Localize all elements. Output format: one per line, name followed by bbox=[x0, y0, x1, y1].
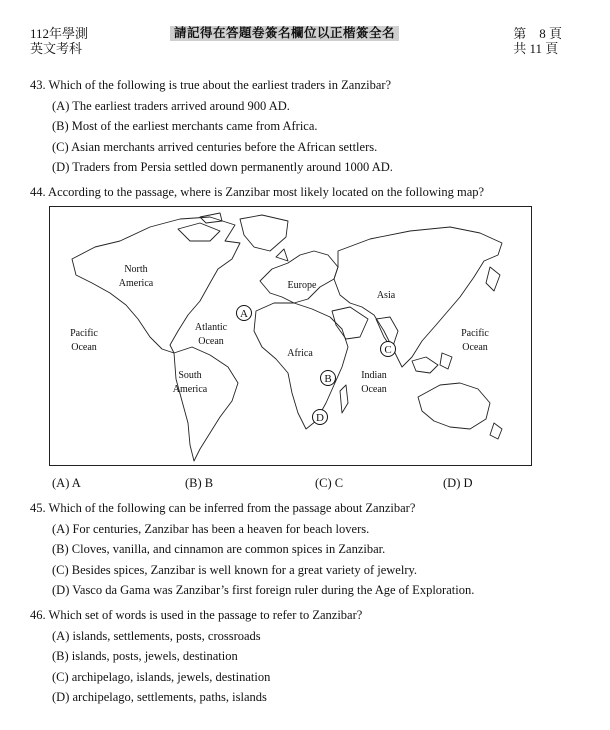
q46-option-d: (D) archipelago, settlements, paths, islands bbox=[52, 690, 267, 704]
q43-option-b: (B) Most of the earliest merchants came from Africa. bbox=[52, 119, 318, 133]
label-pacific-ocean-right: Pacific Ocean bbox=[461, 328, 489, 353]
question-46-stem: 46. Which set of words is used in the passage to refer to Zanzibar? bbox=[30, 608, 363, 622]
label-africa: Africa bbox=[287, 348, 313, 359]
q45-option-b: (B) Cloves, vanilla, and cinnamon are common spices in Zanzibar. bbox=[52, 542, 386, 556]
world-map bbox=[49, 206, 532, 466]
exam-subject: 英文考科 bbox=[30, 41, 83, 56]
q44-option-a: (A) A bbox=[52, 476, 81, 490]
q45-option-a: (A) For centuries, Zanzibar has been a heaven for beach lovers. bbox=[52, 522, 370, 536]
label-pacific-ocean-left: Pacific Ocean bbox=[70, 328, 98, 353]
page-number bbox=[513, 26, 562, 56]
label-atlantic-ocean: Atlantic Ocean bbox=[194, 322, 228, 347]
label-indian-ocean: Indian Ocean bbox=[361, 370, 387, 395]
total-pages: 共 11 頁 bbox=[513, 41, 559, 56]
q44-option-d: (D) D bbox=[443, 476, 473, 490]
q45-option-d: (D) Vasco da Gama was Zanzibar’s first foreign ruler during the Age of Exploration. bbox=[52, 583, 475, 597]
current-page: 第 8 頁 bbox=[513, 26, 562, 41]
map-marker-d: D bbox=[312, 409, 328, 425]
q46-option-a: (A) islands, settlements, posts, crossroads bbox=[52, 629, 261, 643]
q46-option-b: (B) islands, posts, jewels, destination bbox=[52, 649, 238, 663]
q44-option-c: (C) C bbox=[315, 476, 344, 490]
question-44-stem: 44. According to the passage, where is Zanzibar most likely located on the following map? bbox=[30, 185, 485, 199]
exam-title bbox=[30, 26, 88, 56]
signature-reminder: 請記得在答題卷簽名欄位以正楷簽全名 bbox=[170, 26, 399, 41]
q43-option-a: (A) The earliest traders arrived around 900 AD. bbox=[52, 99, 290, 113]
q45-option-c: (C) Besides spices, Zanzibar is well known for a great variety of jewelry. bbox=[52, 563, 418, 577]
q43-option-c: (C) Asian merchants arrived centuries before the African settlers. bbox=[52, 140, 378, 154]
map-marker-a: A bbox=[236, 305, 252, 321]
label-europe: Europe bbox=[287, 280, 317, 291]
q43-option-d: (D) Traders from Persia settled down permanently around 1000 AD. bbox=[52, 160, 393, 174]
map-marker-c: C bbox=[380, 341, 396, 357]
question-43-stem: 43. Which of the following is true about the earliest traders in Zanzibar? bbox=[30, 78, 392, 92]
label-north-america: North America bbox=[118, 264, 154, 289]
question-45-stem: 45. Which of the following can be inferred from the passage about Zanzibar? bbox=[30, 501, 416, 515]
exam-year: 112年學測 bbox=[30, 26, 89, 41]
label-asia: Asia bbox=[376, 290, 396, 301]
q44-option-b: (B) B bbox=[185, 476, 214, 490]
label-south-america: South America bbox=[172, 370, 208, 395]
q46-option-c: (C) archipelago, islands, jewels, destination bbox=[52, 670, 271, 684]
map-marker-b: B bbox=[320, 370, 336, 386]
